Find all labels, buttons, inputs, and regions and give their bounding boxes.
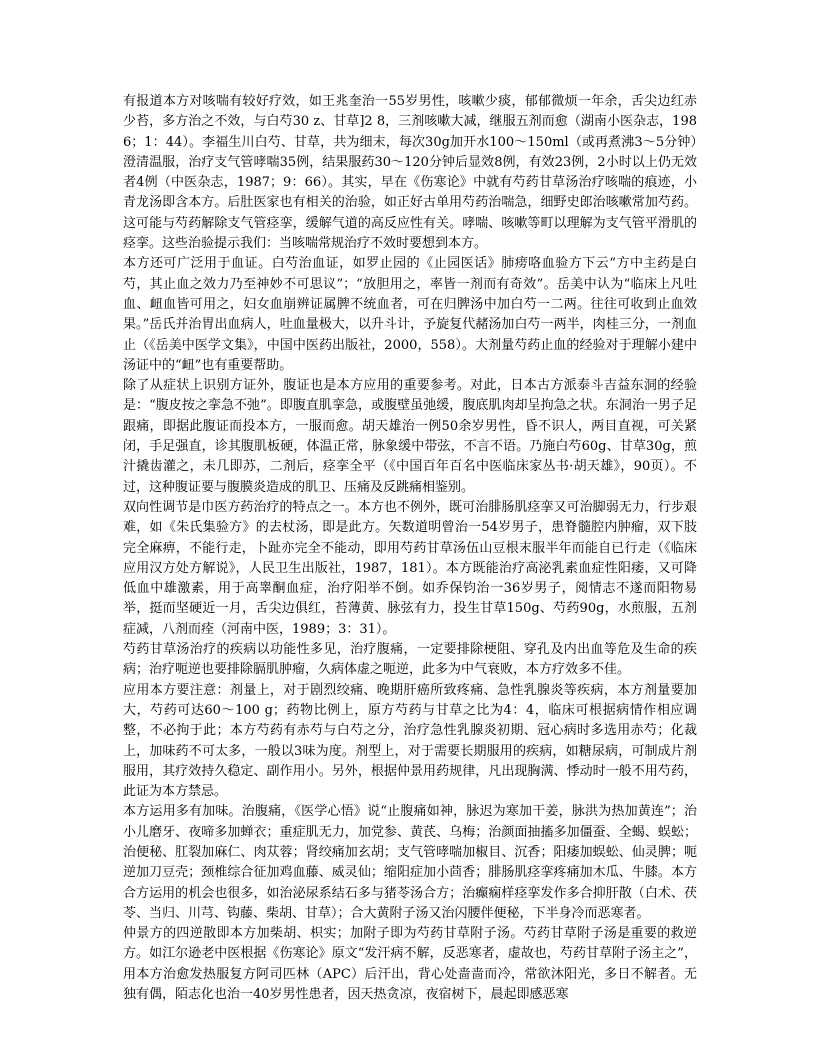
paragraph-blood-disorders: 本方还可广泛用于血证。白芍治血证，如罗止园的《止园医话》肺痨咯血验方下云“方中主药是白芍，其止血之效力乃至神妙不可思议”；“放胆用之，率皆一剂而有奇效”。岳美中认为“临床上凡吐血、衄血皆可用之，妇女血崩辨证属脾不统血者，可在归脾汤中加白芍一二两。往往可收到止血效果。”岳氏并治胃出血病人，吐血量极大，以升斗计，予旋复代赭汤加白芍一两半，肉桂三分，一剂血止（《岳美中医学文集》，中国中医药出版社，2000，558）。大剂量芍药止血的经验对于理解小建中汤证中的“衄”也有重要帮助。: [123, 256, 697, 373]
paragraph-cough-asthma: 有报道本方对咳喘有较好疗效，如王兆奎治一55岁男性，咳嗽少痰，郁郁微烦一年余，舌尖边红赤少苔，多方治之不效，与白芍30 z、甘草]2 8，三剂咳嗽大减，继服五剂而愈（湖南小医杂志，1986；1：44）。李福生川白芍、甘草，共为细末，每次30g加开水100～150ml（或再煮沸3～5分钟）澄清温服，治疗支气管哮喘35例，结果服药30～120分钟后显效8例，有效23例，2小时以上仍无效者4例（中医杂志，1987；9：66）。其实，早在《伤寒论》中就有芍药甘草汤治疗咳喘的痕迹，小青龙汤即含本方。后肚医家也有相关的治验，如正好古单用芍药治喘急，细野史郎治咳嗽常加芍药。这可能与芍药解除支气管痉挛，缓解气道的高反应性有关。哮喘、咳嗽等町以理解为支气管平滑肌的痉挛。这些治验提示我们：当咳喘常规治疗不效时要想到本方。: [123, 94, 697, 252]
paragraph-modifications: 本方运用多有加味。治腹痛，《医学心悟》说“止腹痛如神，脉迟为寒加干姜，脉洪为热加黄连”；治小儿磨牙、夜啼多加蝉衣；重症肌无力，加党参、黄芪、乌梅；治颜面抽搐多加僵蚕、全蝎、蜈蚣；治便秘、肛裂加麻仁、肉苁蓉；肾绞痛加玄胡；支气管哮喘加椒目、沉香；阳痿加蜈蚣、仙灵脾；呃逆加刀豆壳；颈椎综合征加鸡血藤、威灵仙；缩阳症加小茴香；腓肠肌痉挛疼痛加木瓜、牛膝。本方合方运用的机会也很多，如治泌尿系结石多与猪苓汤合方；治癫痫样痉挛发作多合抑肝散（白术、茯苓、当归、川芎、钩藤、柴胡、甘草）；合大黄附子汤又治闪腰伴便秘，下半身冷而恶寒者。: [123, 804, 697, 921]
paragraph-application-notes: 应用本方要注意：剂量上，对于剧烈绞痛、晚期肝癌所致疼痛、急性乳腺炎等疾病，本方剂量要加大，芍药可达60～100 g；药物比例上，原方芍药与甘草之比为4：4，临床可根据病情作相应调整，不必拘于此；本方芍药有赤芍与白芍之分，治疗急性乳腺炎初期、冠心病时多选用赤芍；化裁上，加味药不可太多，一般以3味为度。剂型上，对于需要长期服用的疾病，如糖尿病，可制成片剂服用，其疗效持久稳定、副作用小。另外，根据仲景用药规律，凡出现胸满、悸动时一般不用芍药，此证为本方禁忌。: [123, 682, 697, 800]
document-page: [123, 92, 697, 1005]
paragraph-bidirectional-regulation: 双向性调节是巾医方药治疗的特点之一。本方也不例外，既可治腓肠肌痉挛又可治脚弱无力，行步艰难，如《朱氏集验方》的去杖汤，即是此方。矢数道明曾治一54岁男子，患脊髓腔内肿瘤，双下肢完全麻痹，不能行走，卜趾亦完全不能动，即用芍药甘草汤伍山豆根末服半年而能自已行走（《临床应用汉方处方解说》，人民卫生出版社，1987，181）。本方既能治疗高泌乳素血症性阳痿，又可降低血中雄激素，用于高睾酮血症，治疗阳举不倒。如乔保钧治一36岁男子，阅情志不遂而阳物易举，挺而坚硬近一月，舌尖边俱红，苔薄黄、脉弦有力，投生甘草150g、芍药90g，水煎服，五剂症减，八剂而痊（河南中医，1989；3：31）。: [123, 499, 697, 637]
paragraph-related-formulas: 仲景方的四逆散即本方加柴胡、枳实；加附子即为芍药甘草附子汤。芍药甘草附子汤是重要的救逆方。如江尔逊老中医根据《伤寒论》原文“发汗病不解，反恶寒者，虚故也，芍药甘草附子汤主之”，用本方治愈发热服复方阿司匹林（APC）后汗出，背心处啬啬而冷，常欲沐阳光，多日不解者。无独有偶，陌志化也治一40岁男性患者，因天热贪凉，夜宿树下，晨起即感恶寒: [123, 926, 697, 1003]
paragraph-functional-diseases: 芍药甘草汤治疗的疾病以功能性多见，治疗腹痛，一定要排除梗阻、穿孔及内出血等危及生命的疾病；治疗呃逆也要排除膈肌肿瘤，久病体虚之呃逆，此多为中气衰败，本方疗效多不佳。: [123, 642, 697, 678]
paragraph-abdominal-sign: 除了从症状上识别方证外，腹证也是本方应用的重要参考。对此，日本古方派泰斗吉益东洞的经验是：“腹皮按之挛急不弛”。即腹直肌挛急，或腹壁虽弛缓，腹底肌肉却呈拘急之状。东洞治一男子足跟痛，即据此腹证而投本方，一服而愈。胡天雄治一例50余岁男性，昏不识人，两目直视，可关紧闭，手足强直，诊其腹肌板硬，体温正常，脉象缓中带弦，不言不语。乃施白芍60g、甘草30g，煎汁撬齿灌之，未几即苏，二剂后，痉挛全平（《中国百年百名中医临床家丛书·胡天雄》，90页）。不过，这种腹证要与腹膜炎造成的肌卫、压痛及反跳痛相鉴别。: [123, 378, 697, 495]
